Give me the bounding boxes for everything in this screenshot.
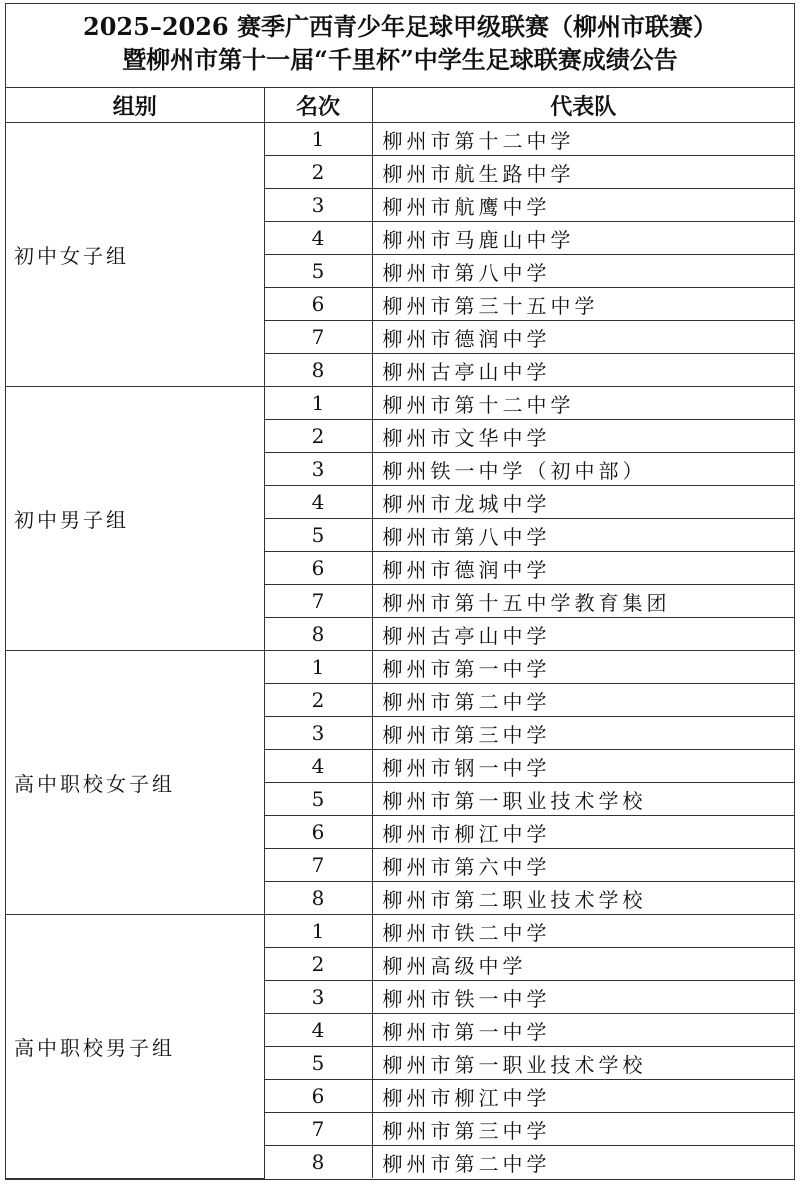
results-body: [6, 123, 794, 1179]
team-cell: 柳州古亭山中学: [372, 618, 794, 651]
header-rank: 名次: [264, 88, 372, 123]
rank-cell: 3: [264, 453, 372, 486]
rank-cell: 2: [264, 948, 372, 981]
group-name: 高中职校女子组: [6, 651, 264, 915]
team-cell: 柳州市第一中学: [372, 1014, 794, 1047]
team-cell: 柳州市柳江中学: [372, 816, 794, 849]
team-cell: 柳州市龙城中学: [372, 486, 794, 519]
rank-cell: 2: [264, 684, 372, 717]
team-cell: 柳州市第十二中学: [372, 123, 794, 156]
team-cell: 柳州市第六中学: [372, 849, 794, 882]
rank-cell: 1: [264, 915, 372, 948]
rank-cell: 3: [264, 189, 372, 222]
rank-cell: 4: [264, 486, 372, 519]
header-row: [6, 88, 794, 123]
rank-cell: 8: [264, 354, 372, 387]
rank-cell: 5: [264, 1047, 372, 1080]
rank-cell: 7: [264, 321, 372, 354]
rank-cell: 1: [264, 651, 372, 684]
group-name: 初中女子组: [6, 123, 264, 387]
team-cell: 柳州市马鹿山中学: [372, 222, 794, 255]
title-line-2: 暨柳州市第十一届“千里杯”中学生足球联赛成绩公告: [122, 45, 678, 74]
rank-cell: 7: [264, 1113, 372, 1146]
team-cell: 柳州市第三中学: [372, 1113, 794, 1146]
table-row: [6, 123, 794, 156]
team-cell: 柳州市第一职业技术学校: [372, 783, 794, 816]
team-cell: 柳州市钢一中学: [372, 750, 794, 783]
rank-cell: 4: [264, 1014, 372, 1047]
rank-cell: 8: [264, 882, 372, 915]
rank-cell: 8: [264, 1146, 372, 1179]
team-cell: 柳州市第三中学: [372, 717, 794, 750]
rank-cell: 5: [264, 255, 372, 288]
team-cell: 柳州市第二中学: [372, 1146, 794, 1179]
rank-cell: 6: [264, 1080, 372, 1113]
team-cell: 柳州市铁一中学: [372, 981, 794, 1014]
rank-cell: 1: [264, 387, 372, 420]
header-team: 代表队: [372, 88, 794, 123]
team-cell: 柳州市文华中学: [372, 420, 794, 453]
team-cell: 柳州市德润中学: [372, 321, 794, 354]
rank-cell: 2: [264, 420, 372, 453]
team-cell: 柳州市铁二中学: [372, 915, 794, 948]
team-cell: 柳州市第二职业技术学校: [372, 882, 794, 915]
rank-cell: 4: [264, 222, 372, 255]
announcement-title: [6, 4, 794, 88]
rank-cell: 1: [264, 123, 372, 156]
results-announcement: [5, 3, 795, 1180]
group-name: 初中男子组: [6, 387, 264, 651]
team-cell: 柳州市德润中学: [372, 552, 794, 585]
team-cell: 柳州市柳江中学: [372, 1080, 794, 1113]
rank-cell: 6: [264, 816, 372, 849]
group-name: 高中职校男子组: [6, 915, 264, 1179]
team-cell: 柳州铁一中学（初中部）: [372, 453, 794, 486]
rank-cell: 3: [264, 717, 372, 750]
team-cell: 柳州市第八中学: [372, 519, 794, 552]
rank-cell: 5: [264, 519, 372, 552]
rank-cell: 7: [264, 585, 372, 618]
team-cell: 柳州古亭山中学: [372, 354, 794, 387]
team-cell: 柳州市第一职业技术学校: [372, 1047, 794, 1080]
team-cell: 柳州市航鹰中学: [372, 189, 794, 222]
team-cell: 柳州高级中学: [372, 948, 794, 981]
results-table: [6, 88, 794, 1179]
table-row: [6, 387, 794, 420]
team-cell: 柳州市第二中学: [372, 684, 794, 717]
table-row: [6, 651, 794, 684]
rank-cell: 4: [264, 750, 372, 783]
rank-cell: 7: [264, 849, 372, 882]
rank-cell: 3: [264, 981, 372, 1014]
rank-cell: 5: [264, 783, 372, 816]
team-cell: 柳州市航生路中学: [372, 156, 794, 189]
team-cell: 柳州市第三十五中学: [372, 288, 794, 321]
rank-cell: 6: [264, 552, 372, 585]
rank-cell: 2: [264, 156, 372, 189]
table-row: [6, 915, 794, 948]
header-group: 组别: [6, 88, 264, 123]
team-cell: 柳州市第十二中学: [372, 387, 794, 420]
rank-cell: 8: [264, 618, 372, 651]
rank-cell: 6: [264, 288, 372, 321]
team-cell: 柳州市第十五中学教育集团: [372, 585, 794, 618]
team-cell: 柳州市第八中学: [372, 255, 794, 288]
team-cell: 柳州市第一中学: [372, 651, 794, 684]
title-line-1: 2025–2026 赛季广西青少年足球甲级联赛（柳州市联赛）: [83, 12, 717, 41]
